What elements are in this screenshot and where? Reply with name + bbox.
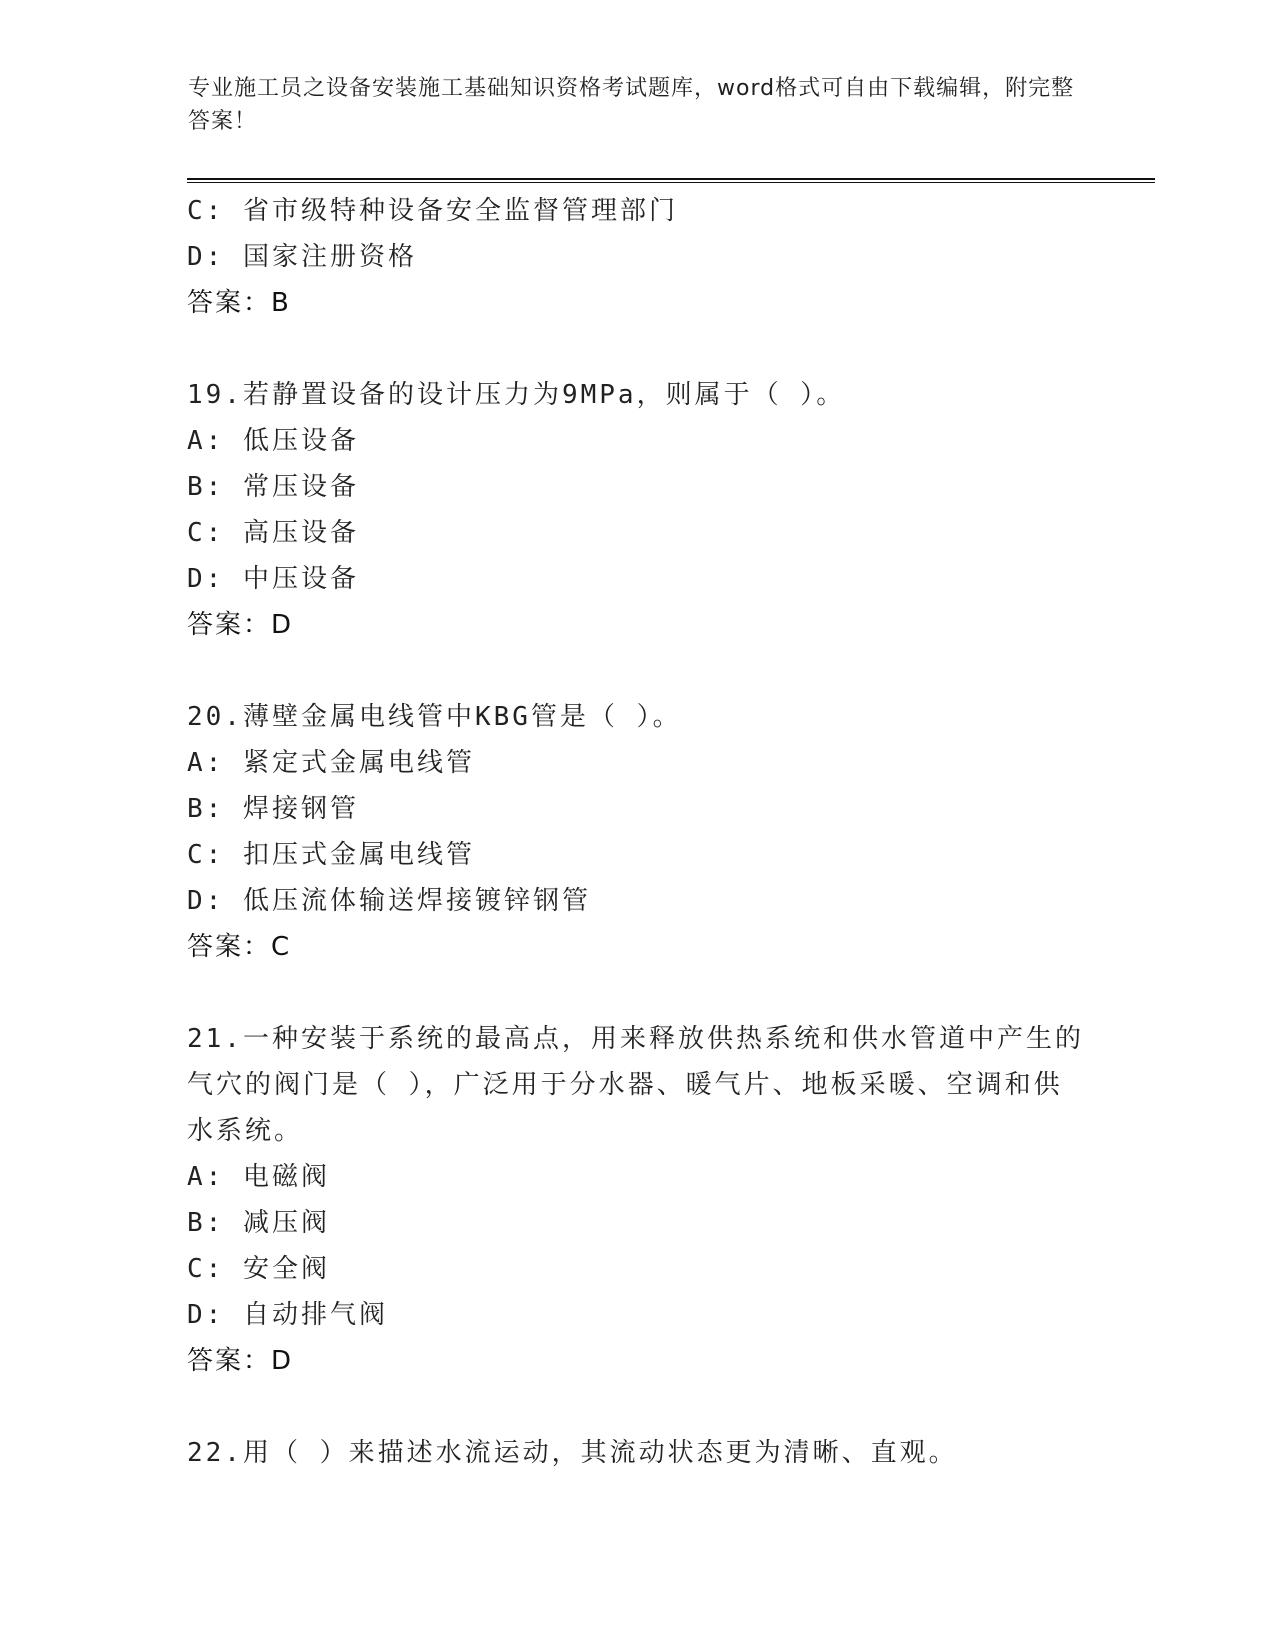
question-20-option-d: D: 低压流体输送焊接镀锌钢管	[187, 886, 591, 916]
question-22-stem: 22.用（ ）来描述水流运动，其流动状态更为清晰、直观。	[187, 1438, 958, 1468]
question-20-option-b: B: 焊接钢管	[187, 794, 359, 824]
question-20-option-a: A: 紧定式金属电线管	[187, 748, 475, 778]
question-20-stem: 20.薄壁金属电线管中KBG管是（ ）。	[187, 702, 682, 732]
question-19-option-c: C: 高压设备	[187, 518, 359, 548]
question-18-tail	[187, 188, 1087, 326]
question-19-option-d: D: 中压设备	[187, 564, 359, 594]
header-divider	[187, 178, 1155, 184]
question-18-answer: 答案：B	[187, 288, 291, 318]
question-gap	[187, 326, 1087, 372]
question-20-answer: 答案：C	[187, 932, 292, 962]
question-21-option-d: D: 自动排气阀	[187, 1300, 388, 1330]
header-divider-line-top	[187, 178, 1155, 180]
question-21-stem: 21.一种安装于系统的最高点，用来释放供热系统和供水管道中产生的气穴的阀门是（ ），广泛用于分水器、暖气片、地板采暖、空调和供水系统。	[187, 1024, 1084, 1146]
question-21-answer: 答案：D	[187, 1346, 294, 1376]
question-19	[187, 372, 1087, 648]
question-18-option-c: C: 省市级特种设备安全监督管理部门	[187, 196, 678, 226]
question-gap	[187, 970, 1087, 1016]
question-22	[187, 1430, 1087, 1476]
question-20-option-c: C: 扣压式金属电线管	[187, 840, 475, 870]
header-divider-line-bottom	[187, 182, 1155, 183]
question-gap	[187, 1384, 1087, 1430]
question-20	[187, 694, 1087, 970]
question-21-option-b: B: 减压阀	[187, 1208, 330, 1238]
question-gap	[187, 648, 1087, 694]
question-19-option-b: B: 常压设备	[187, 472, 359, 502]
question-21-option-c: C: 安全阀	[187, 1254, 330, 1284]
question-21	[187, 1016, 1087, 1384]
question-list	[187, 188, 1087, 1476]
question-19-answer: 答案：D	[187, 610, 294, 640]
page-header: 专业施工员之设备安装施工基础知识资格考试题库，word格式可自由下载编辑，附完整答案！	[188, 76, 1075, 134]
question-19-option-a: A: 低压设备	[187, 426, 359, 456]
question-19-stem: 19.若静置设备的设计压力为9MPa，则属于（ ）。	[187, 380, 846, 410]
question-21-option-a: A: 电磁阀	[187, 1162, 330, 1192]
question-18-option-d: D: 国家注册资格	[187, 242, 417, 272]
